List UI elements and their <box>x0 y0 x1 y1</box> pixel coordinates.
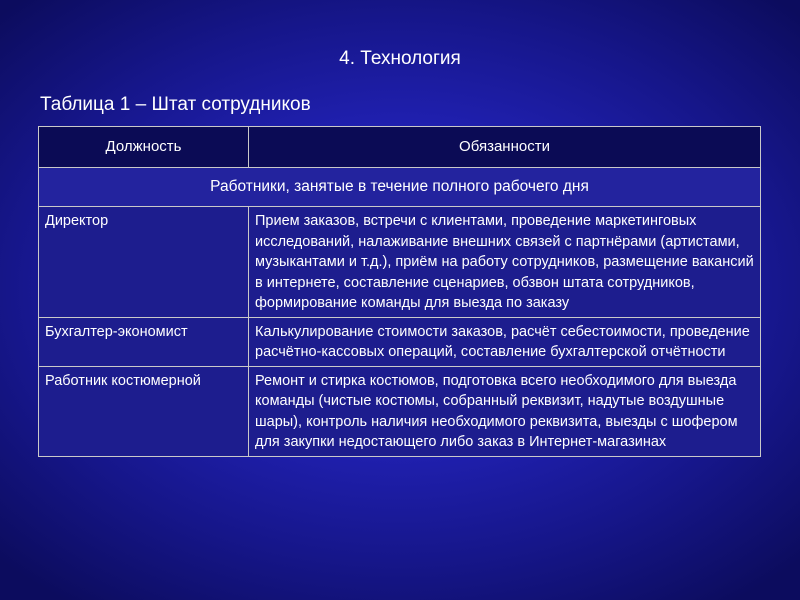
position-cell: Бухгалтер-экономист <box>39 317 249 366</box>
table-caption: Таблица 1 – Штат сотрудников <box>40 94 311 115</box>
header-duties: Обязанности <box>249 127 761 168</box>
position-cell: Работник костюмерной <box>39 366 249 456</box>
table-header-row <box>39 127 761 168</box>
duties-cell: Калькулирование стоимости заказов, расчёт себестоимости, проведение расчётно-кассовых операций, составление бухгалтерской отчётности <box>249 317 761 366</box>
duties-cell: Прием заказов, встречи с клиентами, проведение маркетинговых исследований, налаживание внешних связей с партнёрами (артистами, музыкантами и т.д.), приём на работу сотрудников, размещение вакансий в интернете, составление сценариев, обзвон штата сотрудников, формирование команды для выезда по заказу <box>249 207 761 318</box>
section-label: Работники, занятые в течение полного рабочего дня <box>39 168 761 207</box>
table-row <box>39 317 761 366</box>
duties-cell: Ремонт и стирка костюмов, подготовка всего необходимого для выезда команды (чистые костюмы, собранный реквизит, надутые воздушные шары), контроль наличия необходимого реквизита, выезды с шофером для закупки недостающего либо заказ в Интернет-магазинах <box>249 366 761 456</box>
staff-table <box>38 126 761 457</box>
table-row <box>39 207 761 318</box>
section-row <box>39 168 761 207</box>
slide-title: 4. Технология <box>339 48 461 69</box>
header-position: Должность <box>39 127 249 168</box>
position-cell: Директор <box>39 207 249 318</box>
table-row <box>39 366 761 456</box>
